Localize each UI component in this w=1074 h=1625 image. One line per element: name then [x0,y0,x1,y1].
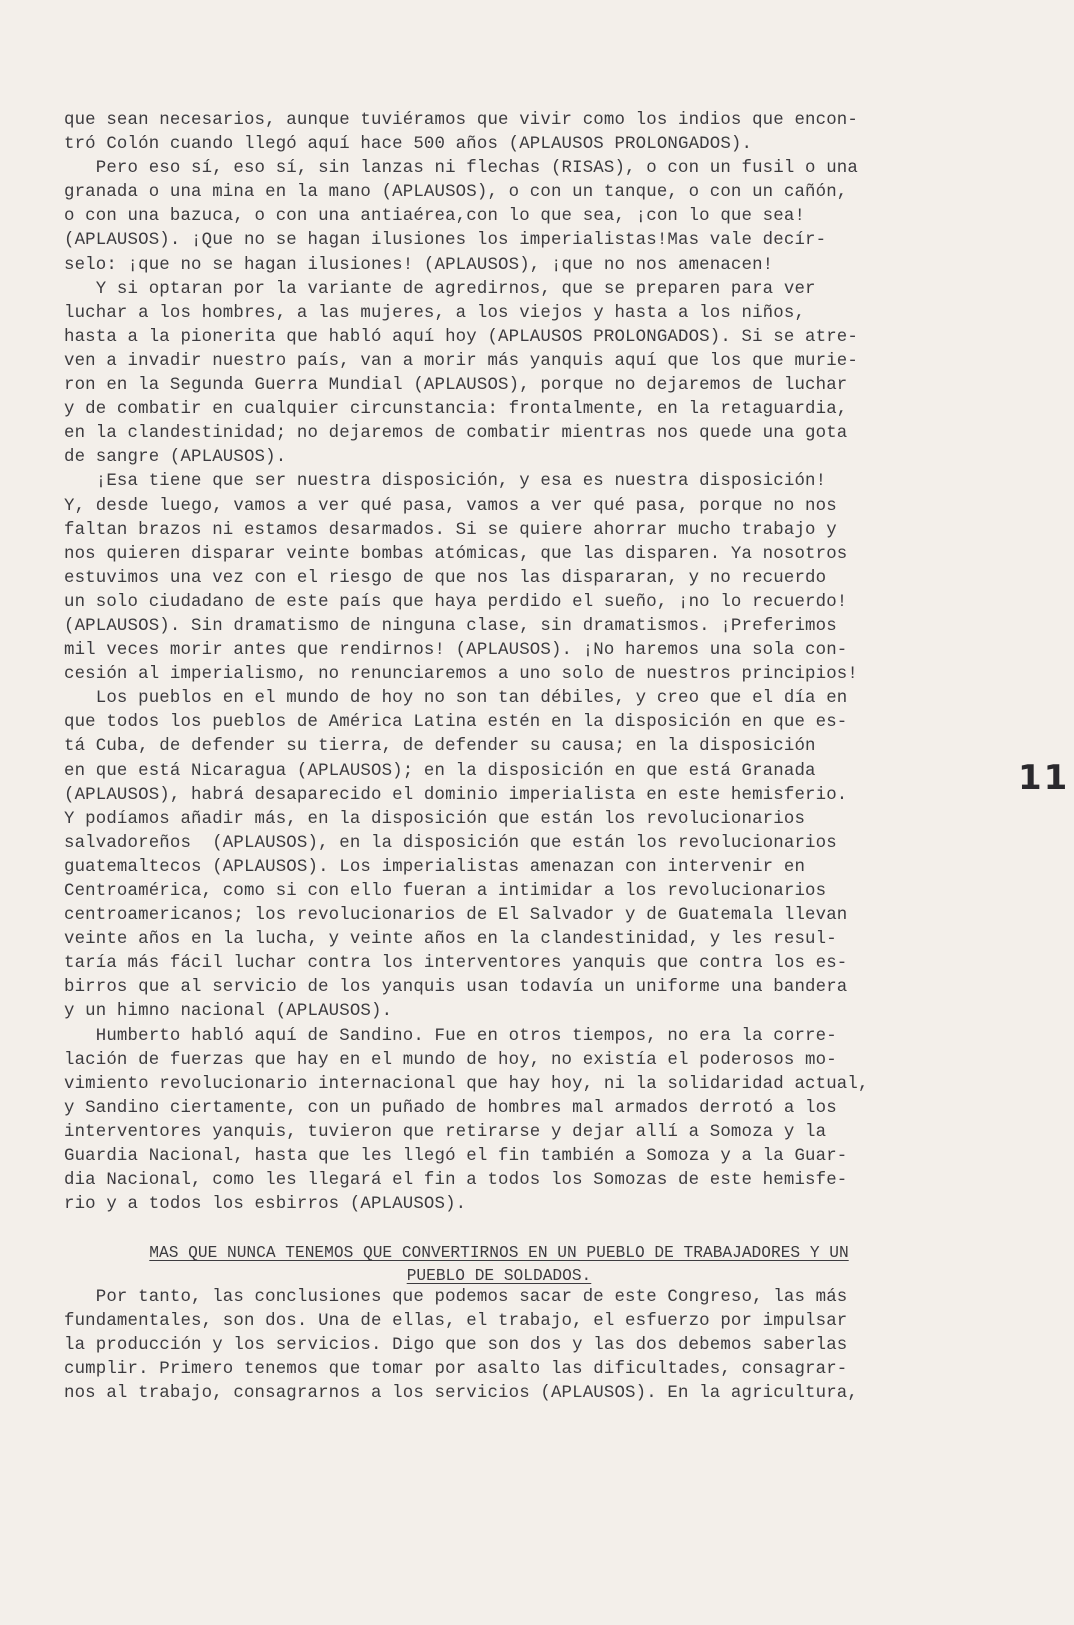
text-line: dia Nacional, como les llegará el fin a todos los Somozas de este hemisfe- [64,1171,848,1191]
text-line: vimiento revolucionario internacional que hay hoy, ni la solidaridad actual, [64,1074,869,1094]
text-line: ron en la Segunda Guerra Mundial (APLAUSOS), porque no dejaremos de luchar [64,376,848,396]
text-line: hasta a la pionerita que habló aquí hoy (APLAUSOS PROLONGADOS). Si se atre- [64,327,858,347]
section-heading-line-2: PUEBLO DE SOLDADOS. [406,1267,592,1285]
text-line: nos al trabajo, consagrarnos a los servicios (APLAUSOS). En la agricultura, [64,1384,858,1404]
text-line: (APLAUSOS). ¡Que no se hagan ilusiones los imperialistas!Mas vale decír- [64,231,827,251]
page-number: 11 [1018,758,1070,798]
text-line: y de combatir en cualquier circunstancia: frontalmente, en la retaguardia, [64,400,848,420]
text-line: mil veces morir antes que rendirnos! (APLAUSOS). ¡No haremos una sola con- [64,641,848,661]
text-line: Y si optaran por la variante de agredirnos, que se preparen para ver [64,279,816,299]
text-line: nos quieren disparar veinte bombas atómicas, que las disparen. Ya nosotros [64,544,848,564]
text-line: (APLAUSOS). Sin dramatismo de ninguna clase, sin dramatismos. ¡Preferimos [64,616,837,636]
text-line: faltan brazos ni estamos desarmados. Si se quiere ahorrar mucho trabajo y [64,520,837,540]
text-line: en que está Nicaragua (APLAUSOS); en la disposición en que está Granada [64,761,816,781]
text-line: ven a invadir nuestro país, van a morir más yanquis aquí que los que murie- [64,351,858,371]
text-line: Centroamérica, como si con ello fueran a intimidar a los revolucionarios [64,882,827,901]
text-line: un solo ciudadano de este país que haya perdido el sueño, ¡no lo recuerdo! [64,592,848,612]
text-line: Y, desde luego, vamos a ver qué pasa, vamos a ver qué pasa, porque no nos [64,496,837,516]
text-line: fundamentales, son dos. Una de ellas, el trabajo, el esfuerzo por impulsar [64,1312,848,1332]
text-line: Los pueblos en el mundo de hoy no son tan débiles, y creo que el día en [64,689,848,709]
text-line: granada o una mina en la mano (APLAUSOS), o con un tanque, o con un cañón, [64,183,848,203]
text-line: salvadoreños (APLAUSOS), en la disposición que están los revolucionarios [64,833,837,853]
text-line: (APLAUSOS), habrá desaparecido el dominio imperialista en este hemisferio. [64,785,848,805]
text-line: selo: ¡que no se hagan ilusiones! (APLAUSOS), ¡que no nos amenacen! [64,255,774,275]
text-line: Humberto habló aquí de Sandino. Fue en otros tiempos, no era la corre- [64,1026,837,1046]
text-line: la producción y los servicios. Digo que son dos y las dos debemos saberlas [64,1336,848,1356]
text-line: cumplir. Primero tenemos que tomar por asalto las dificultades, consagrar- [64,1360,848,1380]
text-line: luchar a los hombres, a las mujeres, a los viejos y hasta a los niños, [64,303,806,323]
text-line: Pero eso sí, eso sí, sin lanzas ni flechas (RISAS), o con un fusil o una [64,159,858,179]
text-line: taría más fácil luchar contra los interventores yanquis que contra los es- [64,954,848,974]
text-line: centroamericanos; los revolucionarios de El Salvador y de Guatemala llevan [64,906,848,926]
text-line: Guardia Nacional, hasta que les llegó el fin también a Somoza y a la Guar- [64,1147,848,1167]
text-line: tá Cuba, de defender su tierra, de defender su causa; en la disposición [64,737,816,757]
text-line: Por tanto, las conclusiones que podemos sacar de este Congreso, las más [64,1288,848,1307]
text-line: ¡Esa tiene que ser nuestra disposición, y esa es nuestra disposición! [64,472,827,492]
text-line: y Sandino ciertamente, con un puñado de hombres mal armados derrotó a los [64,1098,837,1118]
body-text-part-2 [64,1286,984,1406]
text-line: en la clandestinidad; no dejaremos de combatir mientras nos quede una gota [64,424,848,444]
text-line: que todos los pueblos de América Latina estén en la disposición en que es- [64,713,848,733]
text-line: Y podíamos añadir más, en la disposición que están los revolucionarios [64,809,806,829]
text-line: y un himno nacional (APLAUSOS). [64,1002,393,1022]
text-line: lación de fuerzas que hay en el mundo de hoy, no existía el poderosos mo- [64,1050,837,1070]
text-line: birros que al servicio de los yanquis usan todavía un uniforme una bandera [64,978,848,998]
text-line: rio y a todos los esbirros (APLAUSOS). [64,1195,467,1215]
text-line: o con una bazuca, o con una antiaérea,con lo que sea, ¡con lo que sea! [64,207,806,227]
section-heading-line-1: MAS QUE NUNCA TENEMOS QUE CONVERTIRNOS EN UN PUEBLO DE TRABAJADORES Y UN [149,1244,849,1262]
text-line: que sean necesarios, aunque tuviéramos que vivir como los indios que encon- [64,111,858,130]
text-line: de sangre (APLAUSOS). [64,448,287,468]
text-line: veinte años en la lucha, y veinte años en la clandestinidad, y les resul- [64,930,837,950]
text-line: tró Colón cuando llegó aquí hace 500 años (APLAUSOS PROLONGADOS). [64,135,753,155]
text-line: cesión al imperialismo, no renunciaremos a uno solo de nuestros principios! [64,665,858,685]
body-text-part-1 [64,109,984,1217]
text-line: estuvimos una vez con el riesgo de que nos las dispararan, y no recuerdo [64,568,827,588]
text-line: interventores yanquis, tuvieron que retirarse y dejar allí a Somoza y la [64,1122,827,1142]
text-line: guatemaltecos (APLAUSOS). Los imperialistas amenazan con intervenir en [64,857,806,877]
